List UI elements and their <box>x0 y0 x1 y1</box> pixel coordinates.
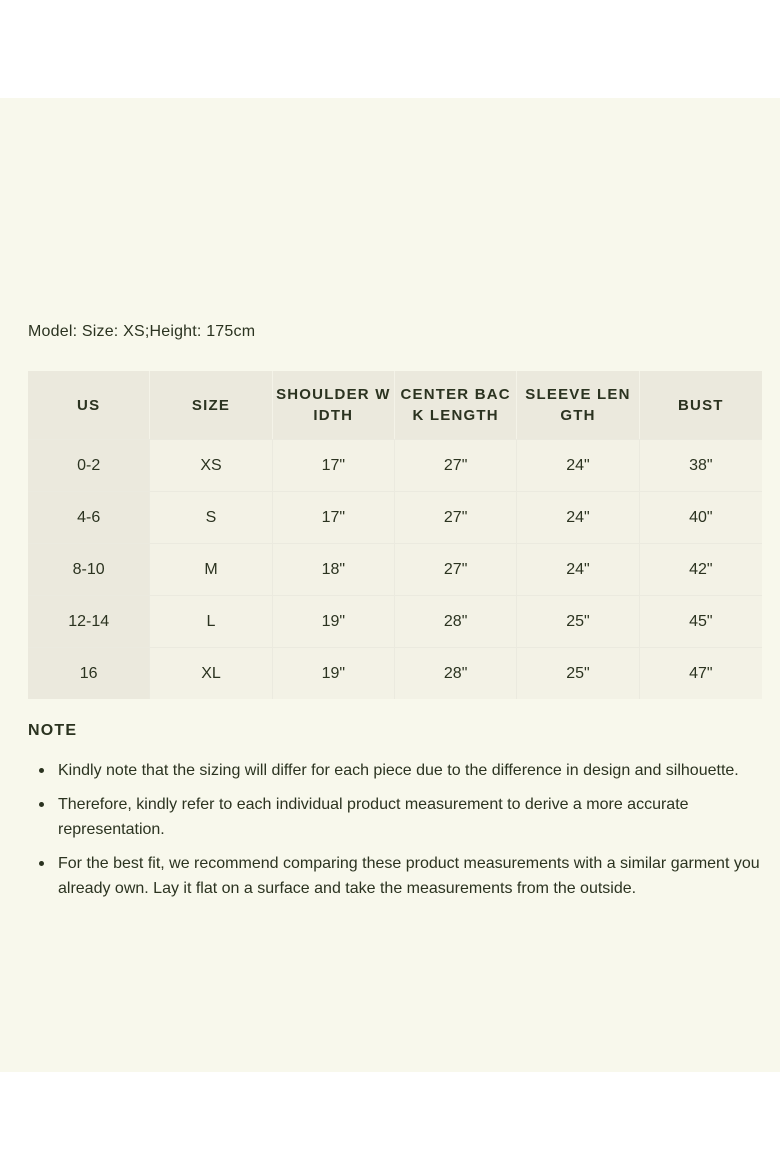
cell-us: 4-6 <box>28 491 150 543</box>
size-guide-panel <box>0 98 780 1072</box>
cell-center-back-length: 28" <box>395 595 517 647</box>
cell-bust: 47" <box>640 647 762 699</box>
table-row <box>28 491 762 543</box>
cell-bust: 42" <box>640 543 762 595</box>
cell-size: XL <box>150 647 272 699</box>
cell-center-back-length: 27" <box>395 439 517 491</box>
note-item: Therefore, kindly refer to each individual product measurement to derive a more accurate representation. <box>28 792 762 842</box>
cell-size: M <box>150 543 272 595</box>
cell-center-back-length: 27" <box>395 491 517 543</box>
table-row <box>28 595 762 647</box>
cell-sleeve-length: 24" <box>517 491 639 543</box>
cell-shoulder-width: 18" <box>273 543 395 595</box>
table-row <box>28 439 762 491</box>
table-header-row <box>28 371 762 439</box>
cell-us: 16 <box>28 647 150 699</box>
cell-bust: 38" <box>640 439 762 491</box>
table-row <box>28 647 762 699</box>
header-us: US <box>28 371 150 439</box>
cell-sleeve-length: 24" <box>517 543 639 595</box>
cell-bust: 40" <box>640 491 762 543</box>
cell-shoulder-width: 19" <box>273 647 395 699</box>
cell-us: 8-10 <box>28 543 150 595</box>
cell-center-back-length: 27" <box>395 543 517 595</box>
header-bust: BUST <box>640 371 762 439</box>
header-sleeve-length: SLEEVE LENGTH <box>517 371 639 439</box>
note-list <box>28 758 762 910</box>
header-center-back-length: CENTER BACK LENGTH <box>395 371 517 439</box>
model-info: Model: Size: XS;Height: 175cm <box>28 323 256 340</box>
note-item: Kindly note that the sizing will differ for each piece due to the difference in design and silhouette. <box>28 758 762 783</box>
note-item: For the best fit, we recommend comparing these product measurements with a similar garment you already own. Lay it flat on a surface and take the measurements from the outside. <box>28 851 762 901</box>
cell-size: S <box>150 491 272 543</box>
header-shoulder-width: SHOULDER WIDTH <box>273 371 395 439</box>
cell-size: XS <box>150 439 272 491</box>
cell-shoulder-width: 17" <box>273 491 395 543</box>
cell-shoulder-width: 19" <box>273 595 395 647</box>
cell-center-back-length: 28" <box>395 647 517 699</box>
cell-sleeve-length: 25" <box>517 647 639 699</box>
table-row <box>28 543 762 595</box>
cell-shoulder-width: 17" <box>273 439 395 491</box>
cell-us: 0-2 <box>28 439 150 491</box>
cell-sleeve-length: 25" <box>517 595 639 647</box>
size-chart-table <box>28 371 762 699</box>
cell-sleeve-length: 24" <box>517 439 639 491</box>
cell-us: 12-14 <box>28 595 150 647</box>
note-heading: NOTE <box>28 722 78 739</box>
cell-size: L <box>150 595 272 647</box>
cell-bust: 45" <box>640 595 762 647</box>
header-size: SIZE <box>150 371 272 439</box>
